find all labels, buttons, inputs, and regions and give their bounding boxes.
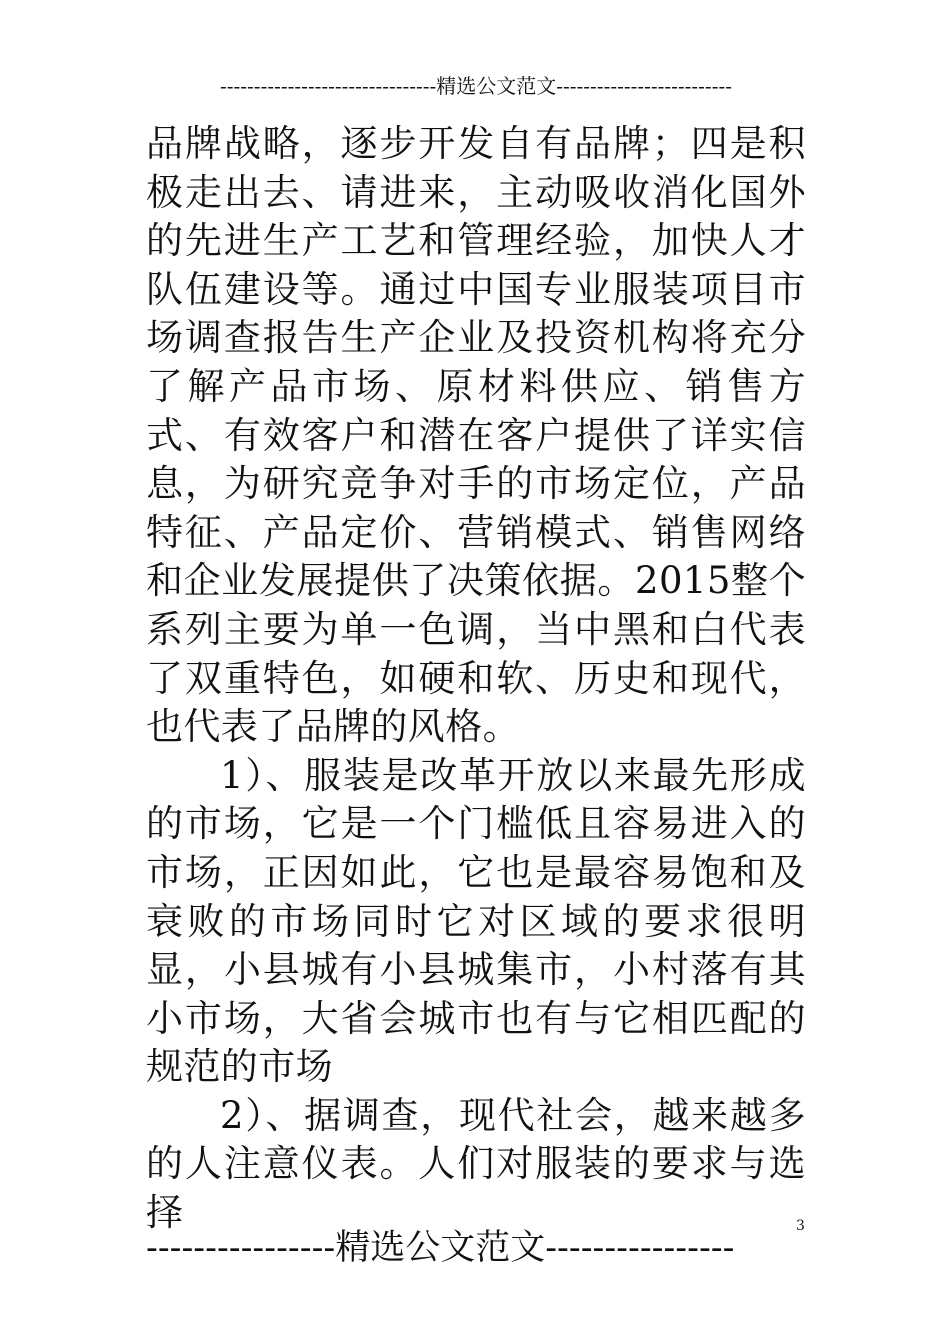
- page-number: 3: [796, 1218, 805, 1234]
- paragraph-3: 2）、据调查，现代社会，越来越多的人注意仪表。人们对服装的要求与选择: [146, 1093, 806, 1235]
- paragraph-1: 品牌战略，逐步开发自有品牌；四是积极走出去、请进来，主动吸收消化国外的先进生产工艺和管理经验，加快人才队伍建设等。通过中国专业服装项目市场调查报告生产企业及投资机构将充分了解产品市场、原材料供应、销售方式、有效客户和潜在客户提供了详实信息，为研究竞争对手的市场定位，产品特征、产品定价、营销模式、销售网络和企业发展提供了决策依据。2015整个系列主要为单一色调，当中黑和白代表了双重特色，如硬和软、历史和现代，也代表了品牌的风格。: [146, 122, 806, 749]
- page-footer: ----------------精选公文范文----------------: [146, 1228, 735, 1268]
- page-header: --------------------------------精选公文范文--------------------------: [220, 74, 732, 98]
- paragraph-2: 1）、服装是改革开放以来最先形成的市场，它是一个门槛低且容易进入的市场，正因如此，它也是最容易饱和及衰败的市场同时它对区域的要求很明显，小县城有小县城集市，小村落有其小市场，大省会城市也有与它相匹配的规范的市场: [146, 753, 806, 1089]
- document-body: [146, 120, 806, 1238]
